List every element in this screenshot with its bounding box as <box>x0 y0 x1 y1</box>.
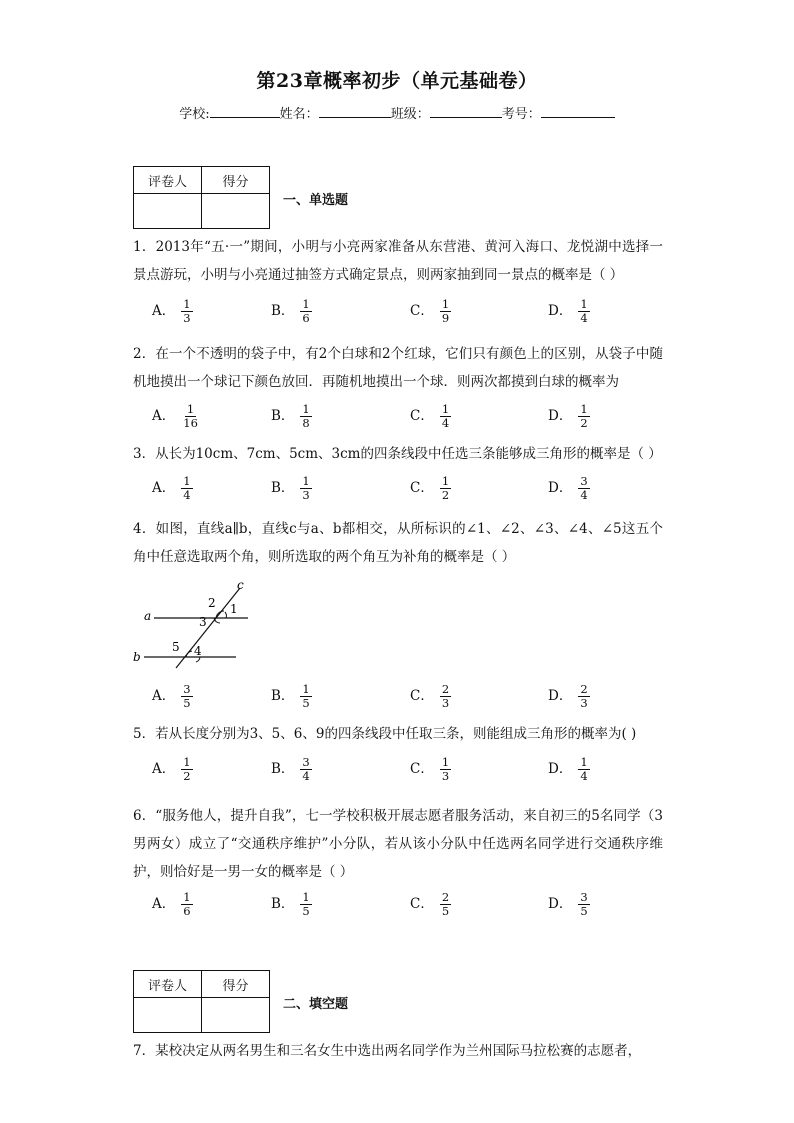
q5-option-d[interactable]: D． $\frac{1}{4}$ <box>548 755 588 783</box>
question-5-text: 5．若从长度分别为3、5、6、9的四条线段中任取三条，则能组成三角形的概率为( ) <box>133 726 637 742</box>
q6-option-c[interactable]: C． $\frac{2}{5}$ <box>410 890 450 918</box>
section-title-single-choice: 一、单选题 <box>283 193 349 208</box>
q2-option-d[interactable]: D． $\frac{1}{2}$ <box>548 402 588 430</box>
label-angle-1: 1 <box>230 602 238 616</box>
q6-option-a[interactable]: A． $\frac{1}{6}$ <box>152 890 191 918</box>
q5-option-b[interactable]: B． $\frac{3}{4}$ <box>271 755 310 783</box>
label-angle-2: 2 <box>208 596 216 610</box>
q6-option-d[interactable]: D． $\frac{3}{5}$ <box>548 890 588 918</box>
page-title: 第23章概率初步（单元基础卷） <box>256 70 538 92</box>
score-table-1 <box>133 166 270 229</box>
question-1-text: 1．2013年“五·一”期间，小明与小亮两家准备从东营港、黄河入海口、龙悦湖中选择一景点游玩，小明与小亮通过抽签方式确定景点，则两家抽到同一景点的概率是（ ） <box>133 239 663 283</box>
q2-option-a[interactable]: A． $\frac{1}{16}$ <box>152 402 198 430</box>
student-info-line <box>0 103 794 122</box>
question-2-text: 2．在一个不透明的袋子中，有2个白球和2个红球，它们只有颜色上的区别，从袋子中随机地摸出一个球记下颜色放回．再随机地摸出一个球．则两次都摸到白球的概率为 <box>133 346 663 390</box>
class-label: 班级： <box>390 107 430 122</box>
label-b: b <box>133 650 141 664</box>
parallel-lines-figure <box>130 576 260 676</box>
q1-option-b[interactable]: B． $\frac{1}{6}$ <box>271 297 310 325</box>
name-blank[interactable] <box>319 105 391 118</box>
q6-option-b[interactable]: B． $\frac{1}{5}$ <box>271 890 310 918</box>
q4-option-b[interactable]: B． $\frac{1}{5}$ <box>271 682 310 710</box>
label-a: a <box>144 609 152 623</box>
q2-option-b[interactable]: B． $\frac{1}{8}$ <box>271 402 310 430</box>
q3-option-d[interactable]: D． $\frac{3}{4}$ <box>548 474 588 502</box>
label-angle-3: 3 <box>199 615 207 629</box>
q4-option-c[interactable]: C． $\frac{2}{3}$ <box>410 682 450 710</box>
score-cell[interactable] <box>202 998 270 1033</box>
q3-option-b[interactable]: B． $\frac{1}{3}$ <box>271 474 310 502</box>
angle-5-arc <box>186 651 192 657</box>
q4-option-a[interactable]: A． $\frac{3}{5}$ <box>152 682 191 710</box>
label-angle-4: 4 <box>194 644 202 658</box>
question-4-text: 4．如图，直线a∥b，直线c与a、b都相交，从所标识的∠1、∠2、∠3、∠4、∠5这五个角中任意选取两个角，则所选取的两个角互为补角的概率是（ ） <box>133 521 663 565</box>
q5-option-c[interactable]: C． $\frac{1}{3}$ <box>410 755 450 783</box>
q2-option-c[interactable]: C． $\frac{1}{4}$ <box>410 402 450 430</box>
number-label: 考号： <box>501 107 541 122</box>
number-blank[interactable] <box>541 105 615 118</box>
reviewer-header: 评卷人 <box>134 167 202 194</box>
score-header: 得分 <box>202 971 270 998</box>
score-cell[interactable] <box>202 194 270 229</box>
class-blank[interactable] <box>430 105 502 118</box>
q3-option-a[interactable]: A． $\frac{1}{4}$ <box>152 474 191 502</box>
q1-option-a[interactable]: A． $\frac{1}{3}$ <box>152 297 191 325</box>
school-label: 学校: <box>179 107 210 122</box>
section-title-fill-blank: 二、填空题 <box>283 997 349 1012</box>
angle-1-arc <box>225 612 226 618</box>
score-header: 得分 <box>202 167 270 194</box>
name-label: 姓名： <box>279 107 319 122</box>
q1-option-d[interactable]: D． $\frac{1}{4}$ <box>548 297 588 325</box>
q4-option-d[interactable]: D． $\frac{2}{3}$ <box>548 682 588 710</box>
reviewer-header: 评卷人 <box>134 971 202 998</box>
question-7-text: 7．某校决定从两名男生和三名女生中选出两名同学作为兰州国际马拉松赛的志愿者， <box>133 1043 642 1059</box>
label-c: c <box>237 578 244 592</box>
q5-option-a[interactable]: A． $\frac{1}{2}$ <box>152 755 191 783</box>
reviewer-cell[interactable] <box>134 194 202 229</box>
label-angle-5: 5 <box>172 640 180 654</box>
q1-option-c[interactable]: C． $\frac{1}{9}$ <box>410 297 450 325</box>
q3-option-c[interactable]: C． $\frac{1}{2}$ <box>410 474 450 502</box>
question-6-text: 6．“服务他人，提升自我”，七一学校积极开展志愿者服务活动，来自初三的5名同学（3男两女）成立了“交通秩序维护”小分队，若从该小分队中任选两名同学进行交通秩序维护，则恰好是一男一女的概率是（ ） <box>133 808 663 880</box>
score-table-2 <box>133 970 270 1033</box>
school-blank[interactable] <box>210 105 280 118</box>
reviewer-cell[interactable] <box>134 998 202 1033</box>
question-3-text: 3．从长为10cm、7cm、5cm、3cm的四条线段中任选三条能够成三角形的概率是（ ） <box>133 446 662 462</box>
